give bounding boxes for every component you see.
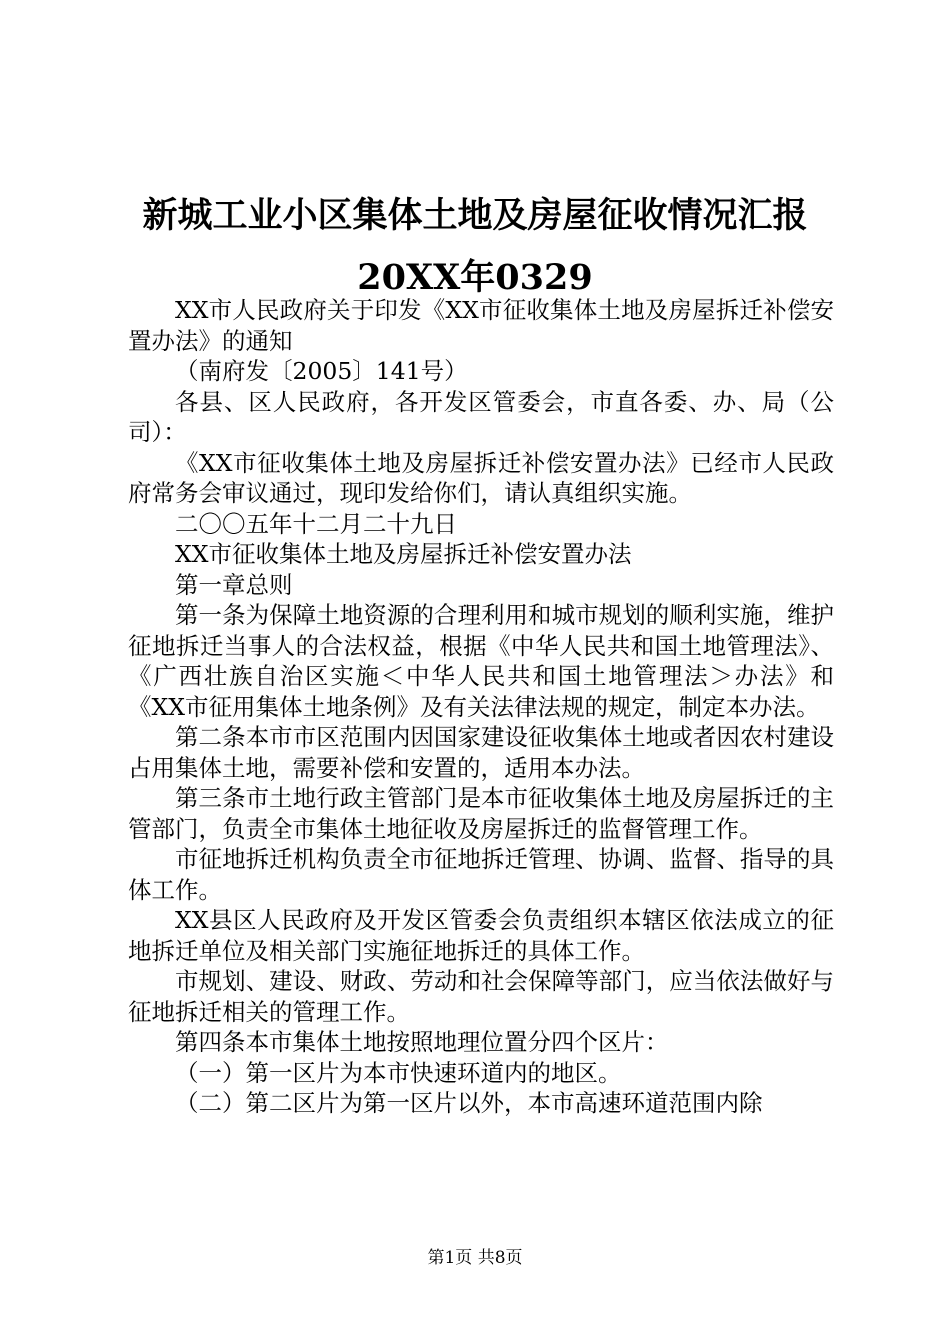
document-title: 新城工业小区集体土地及房屋征收情况汇报: [142, 195, 808, 236]
paragraph: 第二条本市市区范围内因国家建设征收集体土地或者因农村建设占用集体土地，需要补偿和安置的，适用本办法。: [128, 723, 834, 782]
paragraph: 二〇〇五年十二月二十九日: [175, 509, 457, 538]
paragraph: （一）第一区片为本市快速环道内的地区。: [175, 1058, 622, 1087]
document-body: [128, 295, 834, 1119]
page-footer: 第1页 共8页: [427, 1248, 523, 1268]
paragraph: 《XX市征收集体土地及房屋拆迁补偿安置办法》已经市人民政府常务会审议通过，现印发给你们，请认真组织实施。: [128, 448, 834, 507]
paragraph: （南府发〔2005〕141号）: [175, 357, 468, 385]
paragraph: XX县区人民政府及开发区管委会负责组织本辖区依法成立的征地拆迁单位及相关部门实施征地拆迁的具体工作。: [128, 906, 834, 965]
paragraph: 第四条本市集体土地按照地理位置分四个区片：: [175, 1028, 669, 1056]
document-date: 20XX年0329: [357, 257, 593, 298]
paragraph: 第三条市土地行政主管部门是本市征收集体土地及房屋拆迁的主管部门，负责全市集体土地征收及房屋拆迁的监督管理工作。: [128, 784, 834, 843]
paragraph: 市征地拆迁机构负责全市征地拆迁管理、协调、监督、指导的具体工作。: [128, 845, 834, 904]
paragraph: 第一章总则: [175, 570, 293, 599]
paragraph: 第一条为保障土地资源的合理利用和城市规划的顺利实施，维护征地拆迁当事人的合法权益，根据《中华人民共和国土地管理法》、《广西壮族自治区实施＜中华人民共和国土地管理法＞办法》和《XX市征用集体土地条例》及有关法律法规的规定，制定本办法。: [128, 601, 834, 721]
paragraph: 市规划、建设、财政、劳动和社会保障等部门，应当依法做好与征地拆迁相关的管理工作。: [128, 967, 834, 1026]
paragraph: XX市征收集体土地及房屋拆迁补偿安置办法: [175, 540, 632, 568]
paragraph: 各县、区人民政府，各开发区管委会，市直各委、办、局（公司）：: [128, 387, 834, 446]
paragraph: XX市人民政府关于印发《XX市征收集体土地及房屋拆迁补偿安置办法》的通知: [128, 296, 834, 355]
paragraph: （二）第二区片为第一区片以外，本市高速环道范围内除: [175, 1089, 763, 1117]
